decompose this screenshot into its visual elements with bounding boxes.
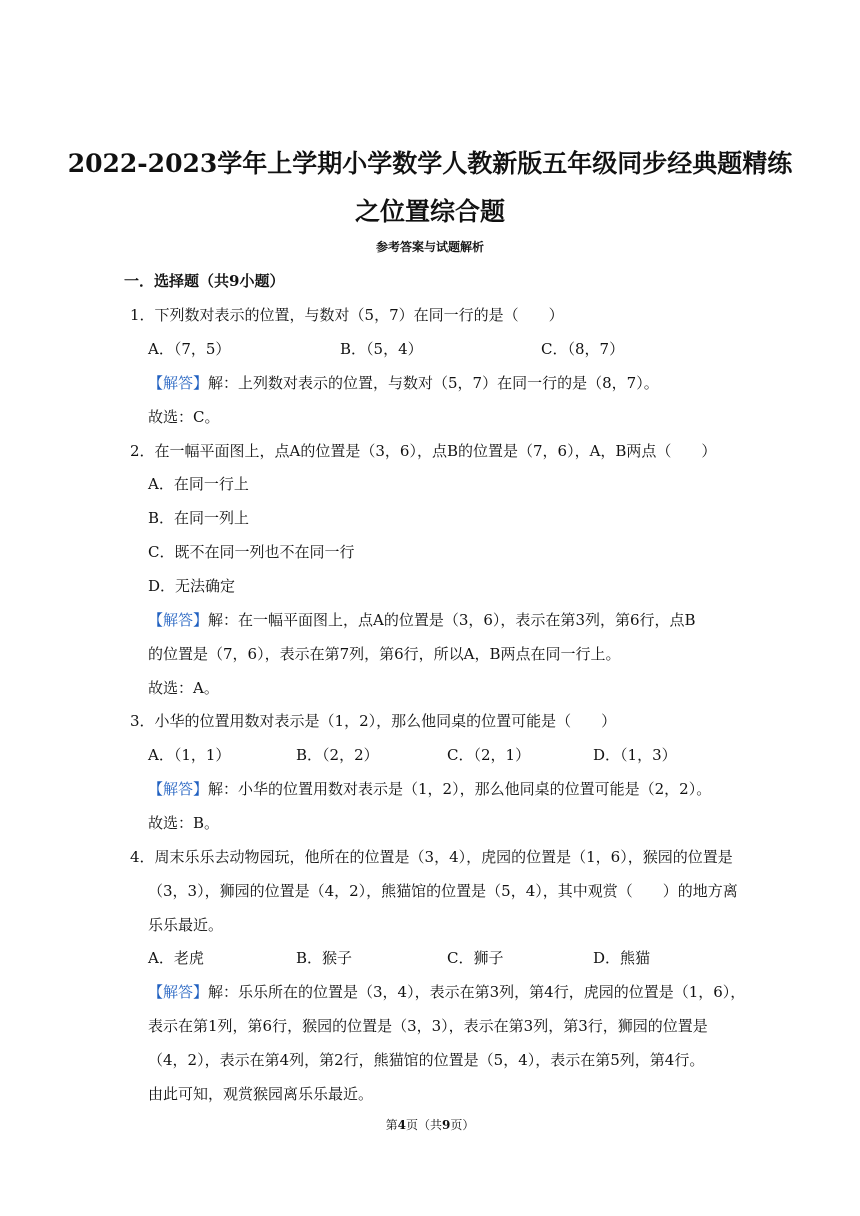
question-3-choice: 故选：B。 <box>148 814 220 832</box>
option-c: C．狮子 <box>447 949 504 967</box>
page-footer <box>0 1116 860 1133</box>
question-3-stem: 3．小华的位置用数对表示是（1，2），那么他同桌的位置可能是（ ） <box>130 712 617 730</box>
question-4-analysis-cont1: 表示在第1列，第6行，猴园的位置是（3，3），表示在第3列，第3行，狮园的位置是 <box>148 1017 708 1035</box>
option-c: C．（8，7） <box>541 340 625 358</box>
footer-page-number: 4 <box>397 1118 406 1132</box>
question-4-analysis <box>148 981 745 1002</box>
footer-middle: 页（共 <box>405 1118 442 1132</box>
document-title-line2: 之位置综合题 <box>354 197 505 226</box>
answer-tag: 【解答】 <box>148 780 209 798</box>
option-c: C．（2，1） <box>447 746 531 764</box>
footer-total-pages: 9 <box>442 1118 451 1132</box>
question-2-option-c: C．既不在同一列也不在同一行 <box>148 543 355 561</box>
analysis-text: 解：小华的位置用数对表示是（1，2），那么他同桌的位置可能是（2，2）。 <box>208 780 712 798</box>
answer-tag: 【解答】 <box>148 983 209 1001</box>
option-d: D．熊猫 <box>593 949 651 967</box>
question-4-stem: 4．周末乐乐去动物园玩，他所在的位置是（3，4），虎园的位置是（1，6），猴园的位置是 <box>130 848 733 866</box>
question-4-analysis-cont2: （4，2），表示在第4列，第2行，熊猫馆的位置是（5，4），表示在第5列，第4行。 <box>148 1051 705 1069</box>
document-title-line1: 2022-2023学年上学期小学数学人教新版五年级同步经典题精练 <box>67 149 793 178</box>
analysis-text: 解：上列数对表示的位置，与数对（5，7）在同一行的是（8，7）。 <box>208 374 659 392</box>
footer-suffix: 页） <box>450 1118 475 1132</box>
answer-tag: 【解答】 <box>148 611 209 629</box>
question-1-stem: 1．下列数对表示的位置，与数对（5，7）在同一行的是（ ） <box>130 306 564 324</box>
option-a: A．（7，5） <box>148 340 231 358</box>
analysis-text: 解：乐乐所在的位置是（3，4），表示在第3列，第4行，虎园的位置是（1，6）， <box>208 983 746 1001</box>
question-2-choice: 故选：A。 <box>148 679 219 697</box>
question-1-analysis <box>148 372 659 393</box>
option-b: B．猴子 <box>296 949 353 967</box>
question-2-option-a: A．在同一行上 <box>148 475 249 493</box>
analysis-text: 解：在一幅平面图上，点A的位置是（3，6），表示在第3列，第6行，点B <box>208 611 696 629</box>
option-b: B．（5，4） <box>340 340 423 358</box>
document-subtitle: 参考答案与试题解析 <box>375 240 484 254</box>
question-4-stem-cont2: 乐乐最近。 <box>148 916 224 934</box>
question-2-option-d: D．无法确定 <box>148 577 236 595</box>
question-1-choice: 故选：C。 <box>148 408 220 426</box>
question-2-analysis-cont: 的位置是（7，6），表示在第7列，第6行，所以A，B两点在同一行上。 <box>148 645 621 663</box>
option-a: A．老虎 <box>148 949 204 967</box>
section-heading: 一．选择题（共9小题） <box>124 272 285 290</box>
footer-prefix: 第 <box>385 1118 398 1132</box>
question-3-analysis <box>148 778 711 799</box>
question-2-stem: 2．在一幅平面图上，点A的位置是（3，6），点B的位置是（7，6），A，B两点（ ） <box>130 442 717 460</box>
option-a: A．（1，1） <box>148 746 231 764</box>
question-4-stem-cont1: （3，3），狮园的位置是（4，2），熊猫馆的位置是（5，4），其中观赏（ ）的地方离 <box>148 882 738 900</box>
question-4-analysis-cont3: 由此可知，观赏猴园离乐乐最近。 <box>148 1085 374 1103</box>
option-b: B．（2，2） <box>296 746 379 764</box>
answer-tag: 【解答】 <box>148 374 209 392</box>
question-2-analysis <box>148 609 696 630</box>
option-d: D．（1，3） <box>593 746 677 764</box>
question-2-option-b: B．在同一列上 <box>148 509 250 527</box>
